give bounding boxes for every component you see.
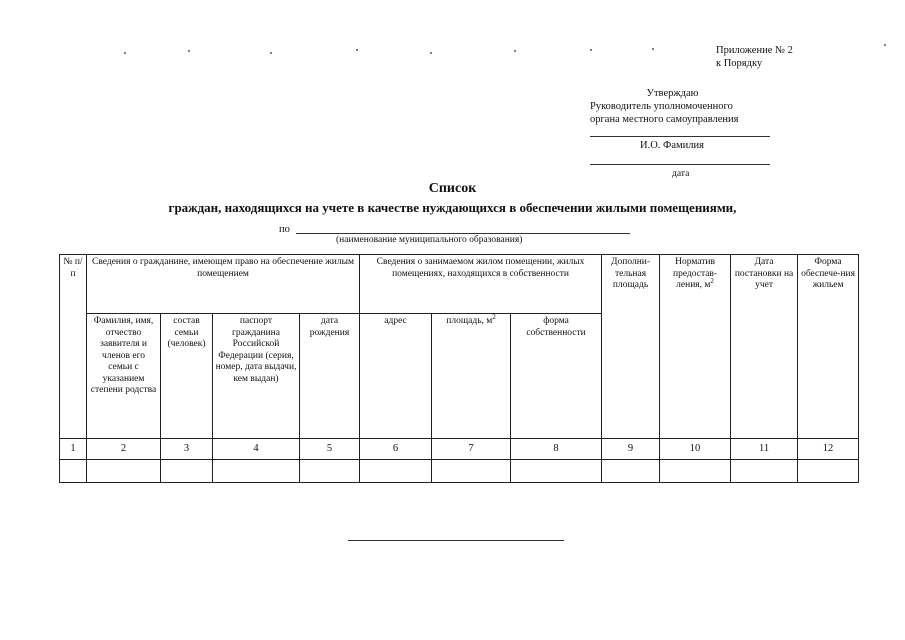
column-number-cell: 1 xyxy=(60,439,87,460)
column-number-cell: 8 xyxy=(511,439,602,460)
column-number-cell: 11 xyxy=(731,439,798,460)
approval-block xyxy=(590,87,775,126)
col-reg-date-header: Дата постановки на учет xyxy=(731,255,798,439)
sub-area-header xyxy=(432,314,511,439)
registry-table xyxy=(59,254,859,483)
document-subtitle: граждан, находящихся на учете в качестве нуждающихся в обеспечении жилыми помещениями, xyxy=(168,200,737,215)
col-norm-header xyxy=(660,255,731,439)
approve-line1: Руководитель уполномоченного xyxy=(590,101,733,112)
col-form-header: Форма обеспече-ния жильем xyxy=(798,255,859,439)
date-label: дата xyxy=(672,169,690,179)
sub-family-header: состав семьи (человек) xyxy=(161,314,213,439)
sub-birth-header: дата рождения xyxy=(300,314,360,439)
scan-speck xyxy=(590,49,592,51)
document-title: Список xyxy=(428,181,477,196)
group-housing-header: Сведения о занимаемом жилом помещении, жилых помещениях, находящихся в собственности xyxy=(360,255,602,314)
appendix-line1: Приложение № 2 xyxy=(716,45,793,56)
group-citizen-header: Сведения о гражданине, имеющем право на обеспечение жилым помещением xyxy=(87,255,360,314)
empty-cell xyxy=(360,460,432,483)
column-number-cell: 9 xyxy=(602,439,660,460)
empty-cell xyxy=(87,460,161,483)
po-label: по xyxy=(279,224,290,235)
empty-cell xyxy=(300,460,360,483)
scan-speck xyxy=(514,50,516,52)
empty-cell xyxy=(731,460,798,483)
col-extra-area-header: Дополни-тельная площадь xyxy=(602,255,660,439)
empty-cell xyxy=(602,460,660,483)
scan-speck xyxy=(270,52,272,54)
column-number-cell: 7 xyxy=(432,439,511,460)
scan-speck xyxy=(356,49,358,51)
sub-address-header: адрес xyxy=(360,314,432,439)
empty-cell xyxy=(213,460,300,483)
municipality-line xyxy=(296,233,630,234)
empty-cell xyxy=(511,460,602,483)
signature-line xyxy=(590,164,770,165)
column-number-cell: 6 xyxy=(360,439,432,460)
empty-cell xyxy=(432,460,511,483)
scan-speck xyxy=(884,44,886,46)
col-norm-text: Норматив предостав-ления, м xyxy=(672,257,718,290)
empty-cell xyxy=(798,460,859,483)
appendix-label xyxy=(716,44,793,70)
approve-line2: органа местного самоуправления xyxy=(590,114,739,125)
scan-speck xyxy=(652,48,654,50)
empty-cell xyxy=(660,460,731,483)
bottom-separator xyxy=(348,540,564,541)
appendix-line2: к Порядку xyxy=(716,58,763,69)
empty-cell xyxy=(161,460,213,483)
sub-area-sup: 2 xyxy=(492,312,496,321)
approval-divider xyxy=(590,136,770,137)
municipality-hint: (наименование муниципального образования) xyxy=(336,235,523,245)
empty-data-row xyxy=(60,460,859,483)
column-number-cell: 4 xyxy=(213,439,300,460)
sub-ownership-header: форма собственности xyxy=(511,314,602,439)
col-number-header: № п/п xyxy=(60,255,87,439)
sub-fio-header: Фамилия, имя, отчество заявителя и членов его семьи с указанием степени родства xyxy=(87,314,161,439)
sub-area-text: площадь, м xyxy=(446,316,493,326)
signature-name: И.О. Фамилия xyxy=(640,140,704,151)
column-number-cell: 5 xyxy=(300,439,360,460)
column-number-cell: 12 xyxy=(798,439,859,460)
column-number-cell: 10 xyxy=(660,439,731,460)
scan-speck xyxy=(124,52,126,54)
empty-cell xyxy=(60,460,87,483)
scan-speck xyxy=(188,50,190,52)
column-number-cell: 3 xyxy=(161,439,213,460)
scan-speck xyxy=(430,52,432,54)
col-norm-sup: 2 xyxy=(710,276,714,285)
sub-passport-header: паспорт гражданина Российской Федерации (серия, номер, дата выдачи, кем выдан) xyxy=(213,314,300,439)
approve-title: Утверждаю xyxy=(646,88,699,99)
column-number-cell: 2 xyxy=(87,439,161,460)
